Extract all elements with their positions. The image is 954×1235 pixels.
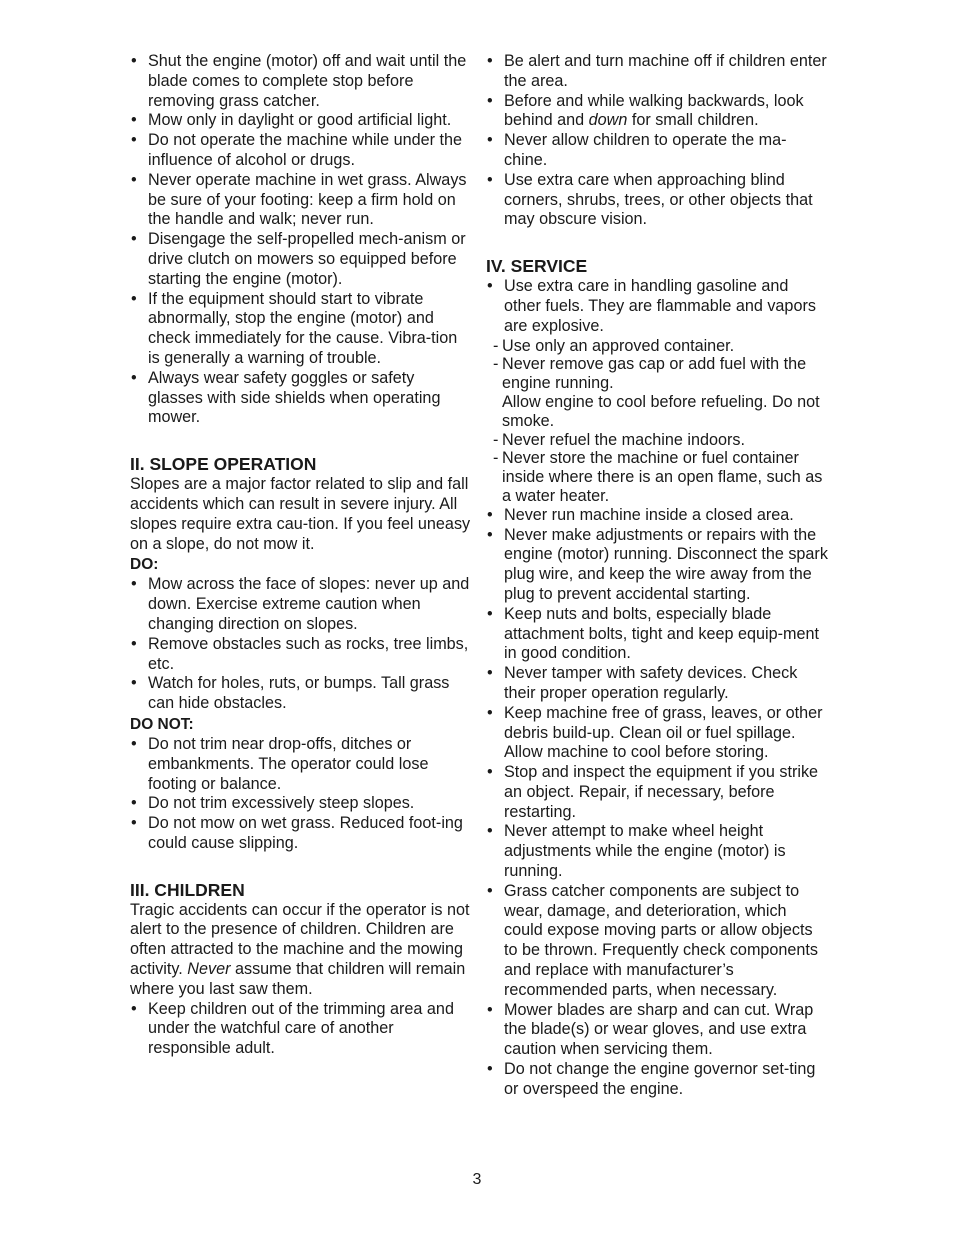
sub-list-item: - Never remove gas cap or add fuel with the engine running.: [490, 355, 828, 393]
list-item: • Never operate machine in wet grass. Always be sure of your footing: keep a firm hold on the handle and walk; never run.: [130, 171, 472, 230]
intro-safety-list: [130, 52, 472, 428]
list-item: • Never run machine inside a closed area.: [486, 506, 828, 526]
list-item: • Do not trim near drop-offs, ditches or embankments. The operator could lose footing or balance.: [130, 735, 472, 794]
sub-list-item: - Never refuel the machine indoors.: [490, 431, 828, 450]
list-item: • If the equipment should start to vibrate abnormally, stop the engine (motor) and check immediately for the cause. Vibra-tion is generally a warning of trouble.: [130, 290, 472, 369]
left-column: [130, 52, 472, 1059]
list-item: • Mow across the face of slopes: never up and down. Exercise extreme caution when changing direction on slopes.: [130, 575, 472, 634]
children-paragraph-start: Tragic accidents can occur if the operator is not alert to the presence of children. Children are often attracted to the machine and the mowing activity.: [130, 900, 470, 979]
list-item: • Be alert and turn machine off if children enter the area.: [486, 52, 828, 92]
list-item: • Use extra care when approaching blind corners, shrubs, trees, or other objects that may obscure vision.: [486, 171, 828, 230]
list-item: • Do not trim excessively steep slopes.: [130, 794, 472, 814]
section-heading-slope: II. SLOPE OPERATION: [130, 454, 317, 475]
sub-list-item: - Never store the machine or fuel container inside where there is an open flame, such as a water heater.: [490, 449, 828, 505]
children-list-right: [486, 52, 828, 230]
do-list: [130, 575, 472, 714]
do-label: DO:: [130, 556, 159, 574]
list-item: • Keep children out of the trimming area and under the watchful care of another responsible adult.: [130, 1000, 472, 1059]
do-not-list: [130, 735, 472, 854]
list-item: [486, 92, 828, 132]
children-list-left: [130, 1000, 472, 1059]
list-item: • Never make adjustments or repairs with the engine (motor) running. Disconnect the spark plug wire, and keep the wire away from the plug to prevent accidental starting.: [486, 526, 828, 605]
children-paragraph-end: assume that children will remain where you last saw them.: [130, 960, 466, 998]
service-list: [486, 277, 828, 1099]
list-item: • Do not change the engine governor set-ting or overspeed the engine.: [486, 1060, 828, 1100]
list-item: • Do not operate the machine while under the influence of alcohol or drugs.: [130, 131, 472, 171]
list-item: • Stop and inspect the equipment if you strike an object. Repair, if necessary, before restarting.: [486, 763, 828, 822]
list-item: • Do not mow on wet grass. Reduced foot-ing could cause slipping.: [130, 814, 472, 854]
list-item: • Disengage the self-propelled mech-anism or drive clutch on mowers so equipped before starting the engine (motor).: [130, 230, 472, 289]
list-item: • Grass catcher components are subject to wear, damage, and deterioration, which could expose moving parts or allow objects to be thrown. Frequently check components and replace with manufacturer’s recommended parts, when necessary.: [486, 882, 828, 1001]
backwards-text-start: Before and while walking backwards, look behind and: [504, 91, 804, 130]
backwards-text-end: for small children.: [631, 111, 759, 130]
children-paragraph-emphasis: Never: [187, 960, 231, 979]
list-item: • Remove obstacles such as rocks, tree limbs, etc.: [130, 635, 472, 675]
list-item: • Mow only in daylight or good artificial light.: [130, 111, 472, 131]
section-heading-children: III. CHILDREN: [130, 879, 245, 900]
list-item: • Mower blades are sharp and can cut. Wrap the blade(s) or wear gloves, and use extra caution when servicing them.: [486, 1001, 828, 1060]
list-item: • Never allow children to operate the ma-chine.: [486, 131, 828, 171]
fuel-sub-list: [488, 337, 828, 506]
sub-list-item: Allow engine to cool before refueling. Do not smoke.: [502, 392, 820, 430]
sub-list-item: - Use only an approved container.: [490, 337, 828, 356]
fuel-item-text: Use extra care in handling gasoline and other fuels. They are flammable and vapors are explosive.: [504, 277, 816, 335]
backwards-emphasis: down: [588, 111, 628, 130]
right-column: [486, 52, 828, 1100]
do-not-label: DO NOT:: [130, 715, 194, 733]
slope-paragraph: Slopes are a major factor related to slip and fall accidents which can result in severe injury. All slopes require extra cau-tion. If you feel uneasy on a slope, do not mow it.: [130, 475, 471, 553]
list-item: • Never tamper with safety devices. Check their proper operation regularly.: [486, 664, 828, 704]
page-number: 3: [472, 1171, 482, 1188]
list-item: • Keep machine free of grass, leaves, or other debris build-up. Clean oil or fuel spillage. Allow machine to cool before storing.: [486, 704, 828, 763]
section-heading-service: IV. SERVICE: [486, 256, 588, 277]
list-item: • Always wear safety goggles or safety glasses with side shields when operating mower.: [130, 369, 472, 428]
list-item: • Shut the engine (motor) off and wait until the blade comes to complete stop before removing grass catcher.: [130, 52, 472, 111]
list-item: • Watch for holes, ruts, or bumps. Tall grass can hide obstacles.: [130, 674, 472, 714]
list-item: • Never attempt to make wheel height adjustments while the engine (motor) is running.: [486, 822, 828, 881]
list-item: • Keep nuts and bolts, especially blade attachment bolts, tight and keep equip-ment in good condition.: [486, 605, 828, 664]
children-paragraph: [130, 901, 472, 1000]
list-item: [486, 277, 828, 506]
